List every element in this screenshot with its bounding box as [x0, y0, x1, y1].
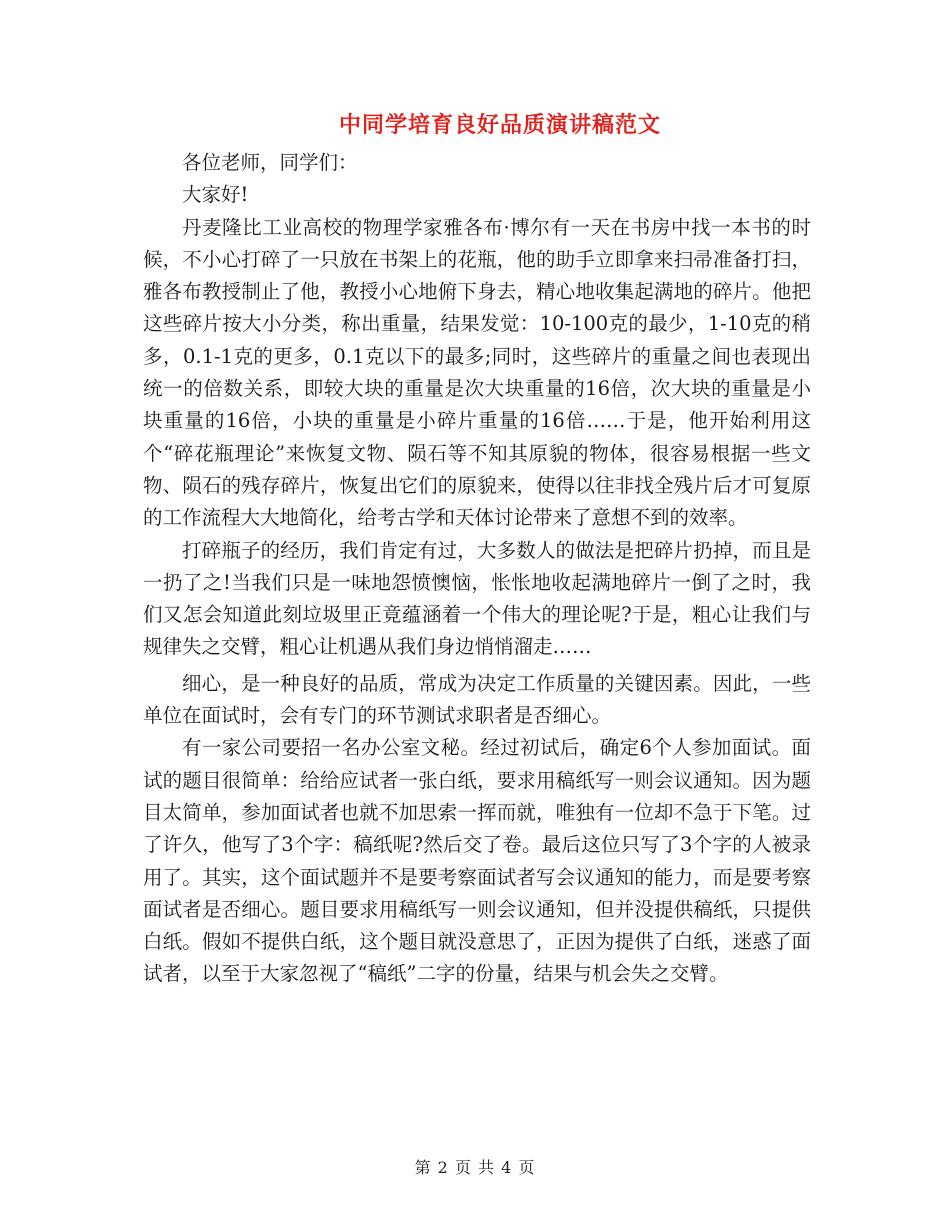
- paragraph-carefulness-quality: 细心，是一种良好的品质，常成为决定工作质量的关键因素。因此，一些单位在面试时，会有专门的环节测试求职者是否细心。: [143, 671, 811, 728]
- paragraph-broken-bottle-reflection: 打碎瓶子的经历，我们肯定有过，大多数人的做法是把碎片扔掉，而且是一扔了之!当我们只是一味地怨愤懊恼，怅怅地收起满地碎片一倒了之时，我们又怎会知道此刻垃圾里正竟蕴涵着一个伟大的理论呢?于是，粗心让我们与规律失之交臂，粗心让机遇从我们身边悄悄溜走……: [143, 538, 811, 659]
- paragraph-greeting: 各位老师，同学们：: [182, 151, 358, 174]
- document-title: 中同学培育良好品质演讲稿范文: [338, 112, 661, 138]
- document-body: [143, 147, 811, 991]
- page-number-footer: 第 2 页 共 4 页: [414, 1158, 536, 1177]
- paragraph-interview-story: 有一家公司要招一名办公室文秘。经过初试后，确定6个人参加面试。面试的题目很简单：给给应试者一张白纸，要求用稿纸写一则会议通知。因为题目太简单，参加面试者也就不加思索一挥而就，唯独有一位却不急于下笔。过了许久，他写了3个字：稿纸呢?然后交了卷。最后这位只写了3个字的人被录用了。其实，这个面试题并不是要考察面试者写会议通知的能力，而是要考察面试者是否细心。题目要求用稿纸写一则会议通知，但并没提供稿纸，只提供白纸。假如不提供白纸，这个题目就没意思了，正因为提供了白纸，迷惑了面试者，以至于大家忽视了“稿纸”二字的份量，结果与机会失之交臂。: [143, 736, 811, 986]
- paragraph-hello: 大家好!: [182, 183, 249, 207]
- paragraph-broken-vase-story: 丹麦隆比工业高校的物理学家雅各布·博尔有一天在书房中找一本书的时候，不小心打碎了一只放在书架上的花瓶，他的助手立即拿来扫帚准备打扫，雅各布教授制止了他，教授小心地俯下身去，精心地收集起满地的碎片。他把这些碎片按大小分类，称出重量，结果发觉：10-100克的最少，1-10克的稍多，0.1-1克的更多，0.1克以下的最多;同时，这些碎片的重量之间也表现出统一的倍数关系，即较大块的重量是次大块重量的16倍，次大块的重量是小块重量的16倍，小块的重量是小碎片重量的16倍……于是，他开始利用这个“碎花瓶理论”来恢复文物、陨石等不知其原貌的物体，很容易根据一些文物、陨石的残存碎片，恢复出它们的原貌来，使得以往非找全残片后才可复原的工作流程大大地简化，给考古学和天体讨论带来了意想不到的效率。: [143, 215, 811, 530]
